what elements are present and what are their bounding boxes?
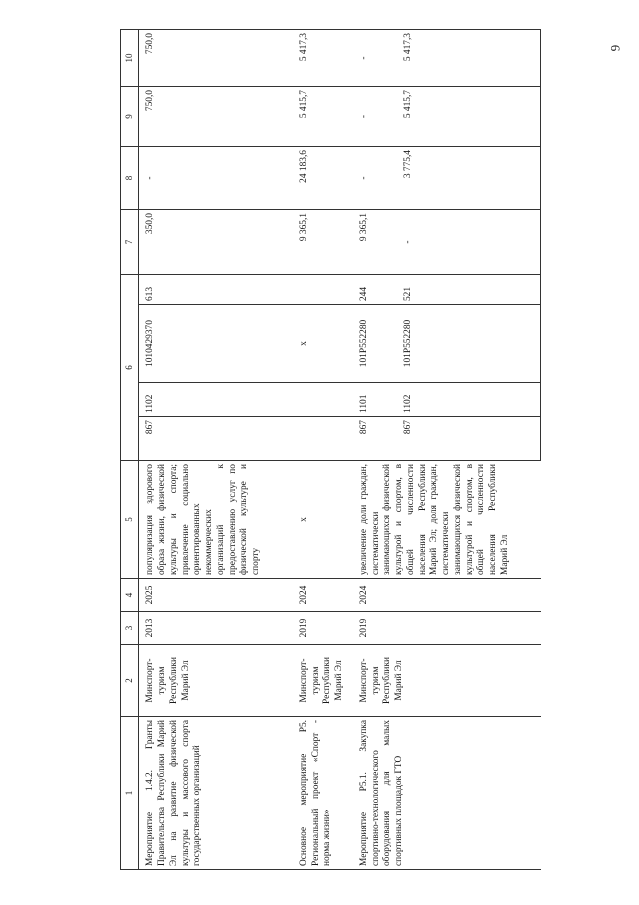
value-col-8: - [349, 147, 401, 210]
section-code: 1101 [349, 383, 401, 417]
expected-result: х [289, 461, 349, 579]
start-year: 2019 [289, 612, 349, 645]
header-row [121, 30, 139, 870]
col-header-10: 10 [121, 30, 139, 87]
col-header-9: 9 [121, 87, 139, 147]
page-number: 6 [608, 44, 623, 52]
target-article-code: 1010429370 [139, 305, 289, 383]
col-header-1: 1 [121, 717, 139, 870]
grbs-code: 867 [401, 417, 541, 461]
measure-name: Мероприятие 1.4.2. Гранты Правительства Республики Марий Эл на развитие физической культуры и массового спорта государственных организаций [139, 717, 289, 870]
table-row [349, 30, 401, 870]
col-header-5: 5 [121, 461, 139, 579]
measure-name: Мероприятие Р5.1. Закупка спортивно-технологического оборудования для малых спортивных площадок ГТО [349, 717, 541, 870]
grbs-code [289, 417, 349, 461]
expected-result: увеличение доли граждан, систематически занимающихся физической культурой и спортом, в общей численности населения Республики Марий Эл; доля граждан, систематически занимающихся физической культурой и спортом, в общей численности населения Республики Марий Эл [349, 461, 541, 579]
target-article-code: 101P552280 [401, 305, 541, 383]
end-year: 2024 [289, 579, 349, 612]
value-col-7: 9 365,1 [289, 210, 349, 275]
col-header-7: 7 [121, 210, 139, 275]
section-code: 1102 [139, 383, 289, 417]
executor: Минспорт-туризм Республики Марий Эл [139, 645, 289, 717]
expected-result: популяризация здорового образа жизни, физической культуры и спорта; привлечение социально ориентированных некоммерческих организаций к предоставлению услуг по физической культуре и спорту [139, 461, 289, 579]
start-year: 2013 [139, 612, 289, 645]
measure-name: Основное мероприятие Р5. Региональный проект «Спорт - норма жизни» [289, 717, 349, 870]
col-header-2: 2 [121, 645, 139, 717]
col-header-6: 6 [121, 275, 139, 461]
end-year: 2024 [349, 579, 541, 612]
budget-table [120, 29, 541, 870]
value-col-9: 5 415,7 [289, 87, 349, 147]
value-col-9: - [349, 87, 401, 147]
value-col-10: 5 417,3 [289, 30, 349, 87]
end-year: 2025 [139, 579, 289, 612]
start-year: 2019 [349, 612, 541, 645]
grbs-code: 867 [139, 417, 289, 461]
value-col-10: 5 417,3 [401, 30, 541, 87]
grbs-code: 867 [349, 417, 401, 461]
value-col-8: 24 183,6 [289, 147, 349, 210]
col-header-3: 3 [121, 612, 139, 645]
value-col-8: 3 775,4 [401, 147, 541, 210]
value-col-10: 750,0 [139, 30, 289, 87]
value-col-9: 750,0 [139, 87, 289, 147]
table-row [289, 30, 349, 870]
value-col-9: 5 415,7 [401, 87, 541, 147]
value-col-7: 9 365,1 [349, 210, 401, 275]
section-code [289, 383, 349, 417]
col-header-4: 4 [121, 579, 139, 612]
table-row [139, 30, 289, 870]
target-article-code: 101P552280 [349, 305, 401, 383]
executor: Минспорт-туризм Республики Марий Эл [349, 645, 541, 717]
section-code: 1102 [401, 383, 541, 417]
value-col-7: - [401, 210, 541, 275]
expense-type-code: 521 [401, 275, 541, 305]
expense-type-code: 244 [349, 275, 401, 305]
value-col-7: 350,0 [139, 210, 289, 275]
col-header-8: 8 [121, 147, 139, 210]
executor: Минспорт-туризм Республики Марий Эл [289, 645, 349, 717]
expense-type-code [289, 275, 349, 305]
value-col-10: - [349, 30, 401, 87]
expense-type-code: 613 [139, 275, 289, 305]
target-article-code: х [289, 305, 349, 383]
rotated-page [120, 30, 639, 870]
value-col-8: - [139, 147, 289, 210]
